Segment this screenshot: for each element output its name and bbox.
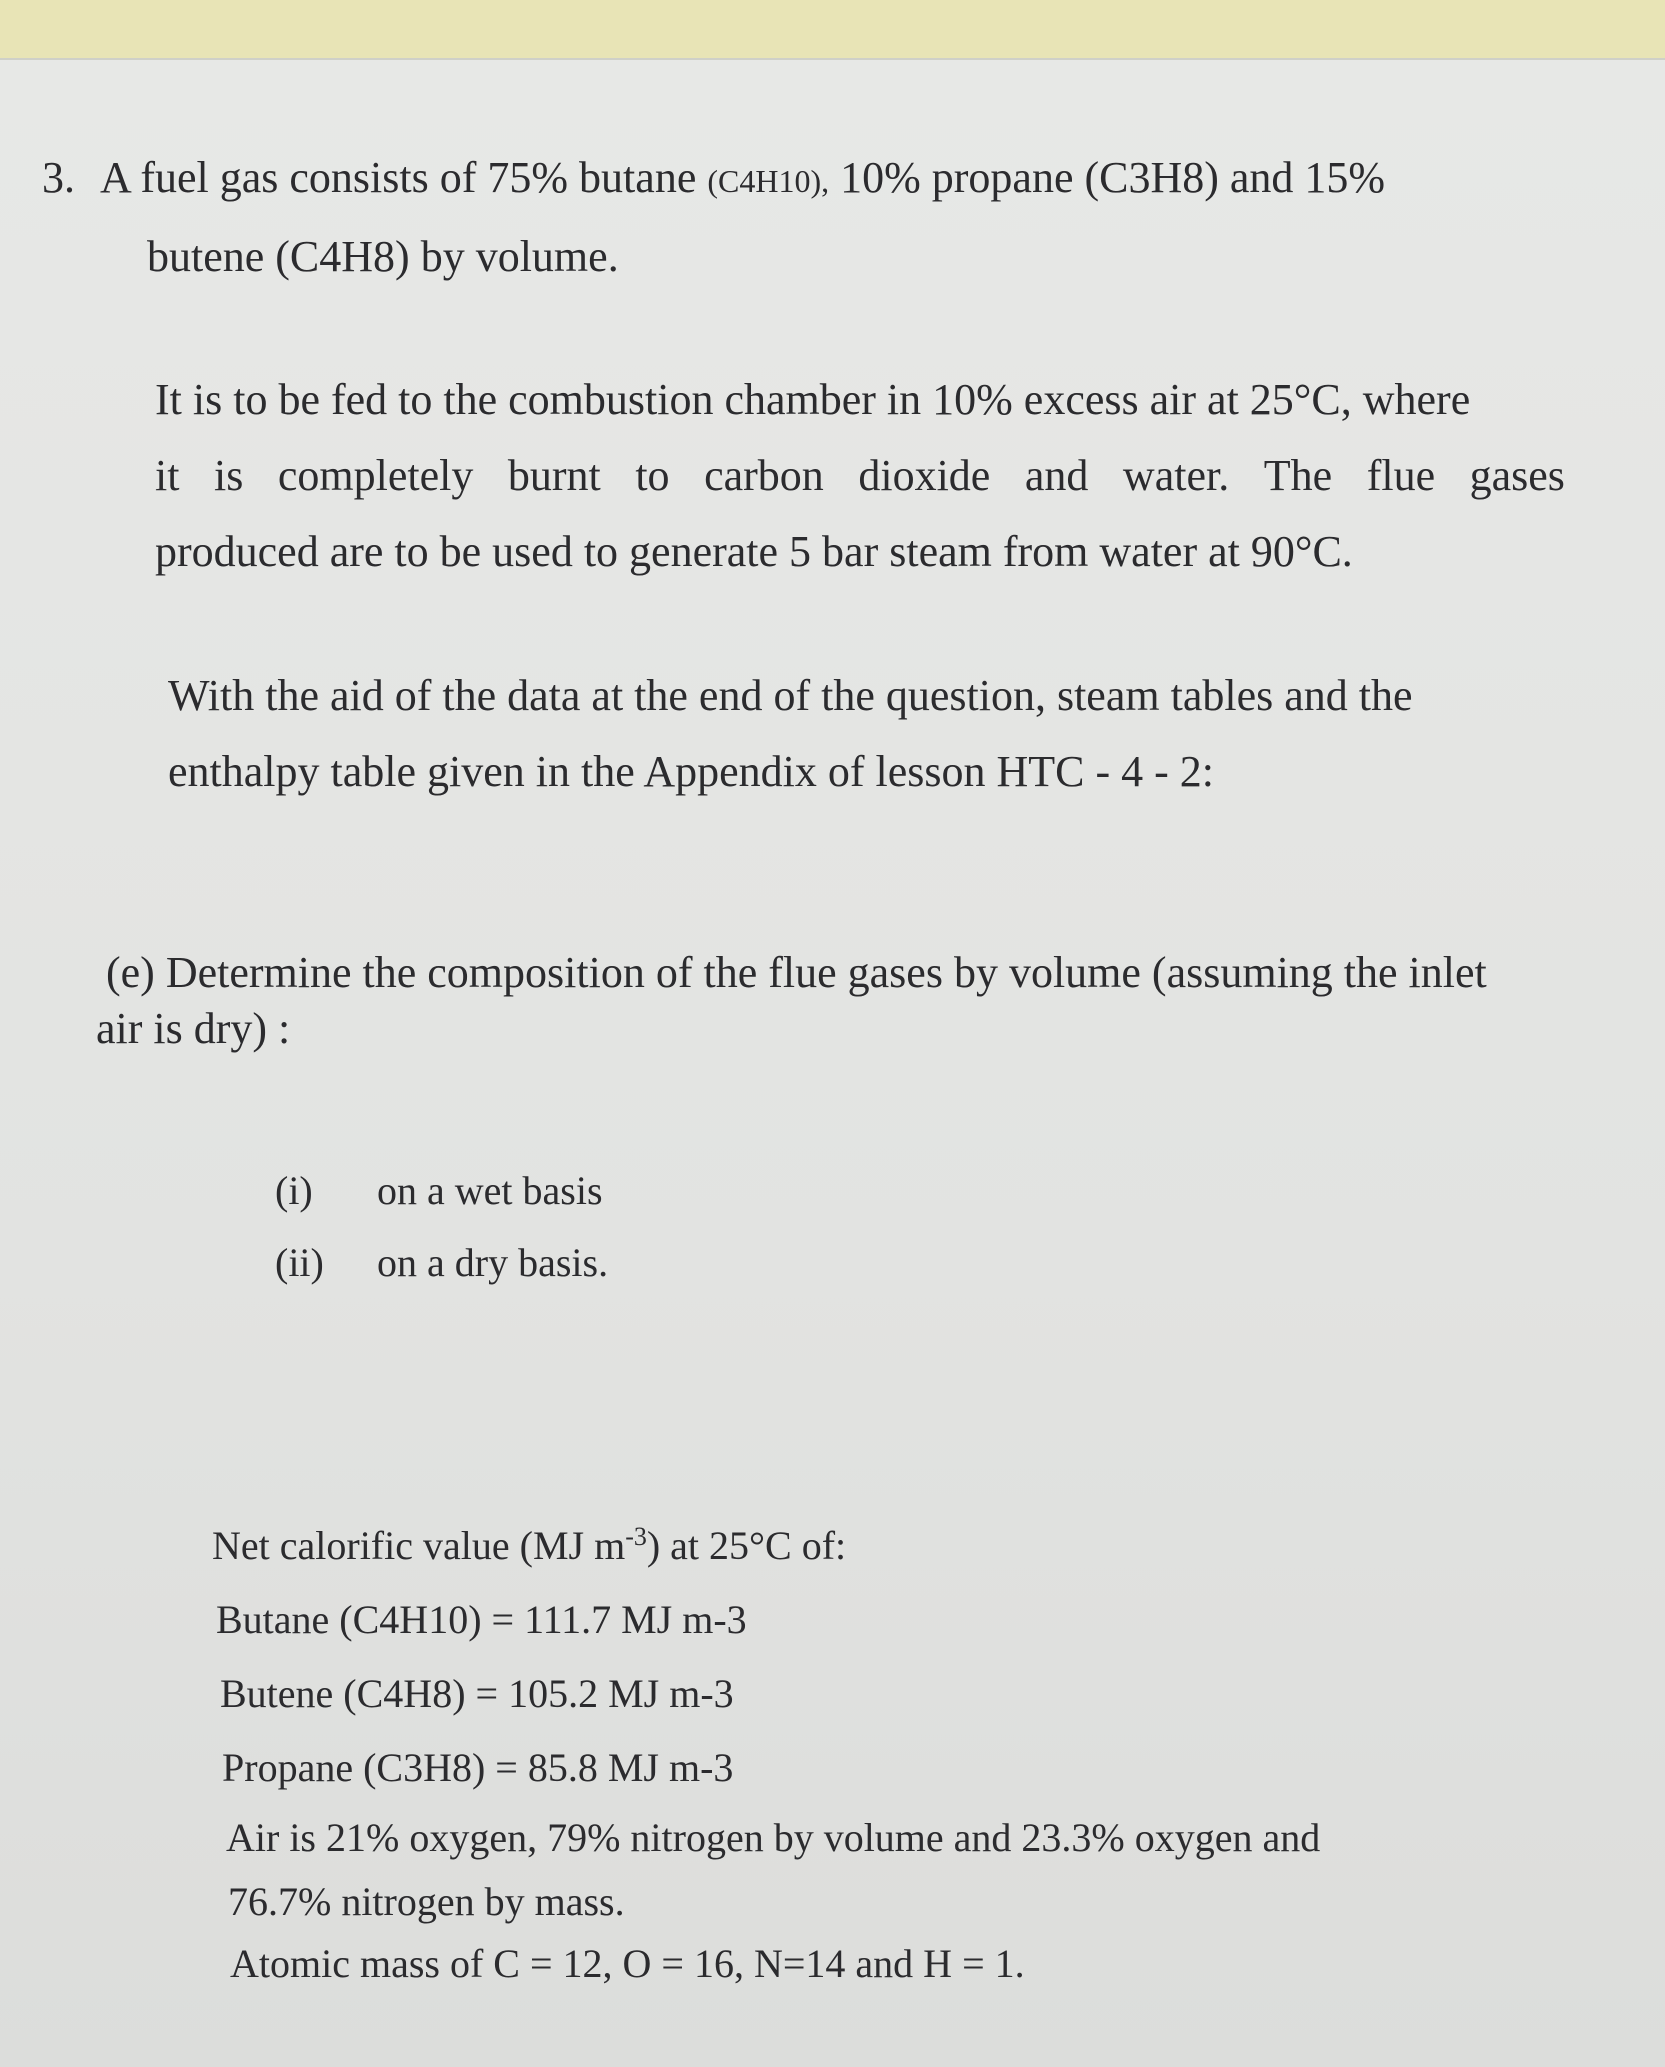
document-page — [0, 60, 1665, 2067]
subpart-label: (i) — [275, 1168, 313, 1213]
intro-line-1 — [42, 140, 1385, 219]
intro-text-before: A fuel gas consists of 75% butane — [100, 153, 697, 202]
justified-word: The — [1263, 451, 1333, 500]
subpart-dry — [275, 1227, 608, 1299]
calorific-heading-tail: ) at 25°C of: — [646, 1523, 847, 1568]
part-e-line-2: air is dry) : — [96, 1004, 291, 1053]
calorific-unit-exponent: -3 — [625, 1522, 647, 1551]
monitor-top-strip — [0, 0, 1665, 60]
part-e-subparts — [275, 1155, 608, 1299]
given-data — [212, 1500, 1320, 1995]
subpart-text: on a dry basis. — [377, 1240, 609, 1285]
intro-text-after: 10% propane (C3H8) and 15% — [840, 153, 1386, 202]
part-e — [96, 945, 1487, 1057]
subpart-label: (ii) — [275, 1240, 324, 1285]
butane-value: Butane (C4H10) = 111.7 MJ m-3 — [216, 1597, 747, 1642]
air-composition-line-1: Air is 21% oxygen, 79% nitrogen by volume and 23.3% oxygen and — [226, 1815, 1321, 1860]
justified-word: water. — [1122, 451, 1230, 500]
justified-word: is — [213, 451, 244, 500]
butane-formula: (C4H10), — [707, 163, 830, 199]
data-aid-paragraph — [168, 658, 1413, 810]
justified-word: burnt — [507, 451, 601, 500]
propane-value: Propane (C3H8) = 85.8 MJ m-3 — [222, 1745, 734, 1790]
justified-word: it — [155, 451, 180, 500]
justified-word: carbon — [704, 451, 824, 500]
combustion-paragraph — [155, 362, 1565, 590]
question-number: 3. — [42, 153, 75, 202]
intro-line-2: butene (C4H8) by volume. — [147, 232, 619, 281]
justified-word: completely — [277, 451, 474, 500]
butene-value: Butene (C4H8) = 105.2 MJ m-3 — [220, 1671, 734, 1716]
justified-word: to — [635, 451, 670, 500]
combustion-line-3: produced are to be used to generate 5 bar steam from water at 90°C. — [155, 527, 1353, 576]
justified-word: gases — [1469, 451, 1565, 500]
calorific-heading — [212, 1500, 1320, 1583]
subpart-text: on a wet basis — [377, 1168, 603, 1213]
air-composition-line-2: 76.7% nitrogen by mass. — [228, 1879, 625, 1924]
data-aid-line-1: With the aid of the data at the end of the question, steam tables and the — [168, 671, 1413, 720]
justified-word: and — [1024, 451, 1089, 500]
combustion-line-2 — [155, 438, 1565, 514]
justified-word: dioxide — [858, 451, 991, 500]
question-intro — [42, 140, 1385, 295]
justified-word: flue — [1366, 451, 1436, 500]
atomic-masses: Atomic mass of C = 12, O = 16, N=14 and H = 1. — [230, 1941, 1025, 1986]
data-aid-line-2: enthalpy table given in the Appendix of lesson HTC - 4 - 2: — [168, 747, 1215, 796]
combustion-line-1: It is to be fed to the combustion chamber in 10% excess air at 25°C, where — [155, 375, 1471, 424]
calorific-heading-text: Net calorific value (MJ m — [212, 1523, 626, 1568]
subpart-wet — [275, 1155, 608, 1227]
part-e-line-1: (e) Determine the composition of the flue gases by volume (assuming the inlet — [106, 948, 1487, 997]
